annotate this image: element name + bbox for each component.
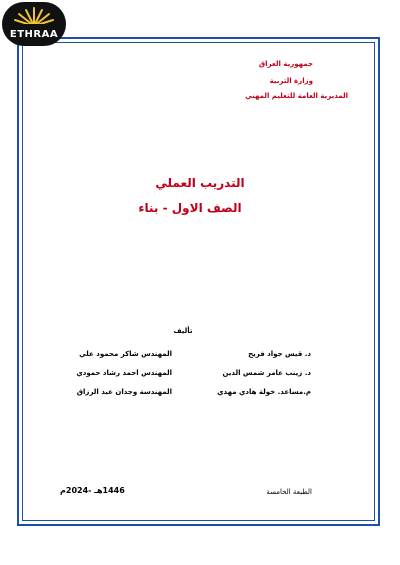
- author-name: المهندسة وجدان عبد الرزاق: [76, 388, 172, 396]
- author-name: المهندس شاكر محمود علي: [79, 350, 172, 358]
- document-subtitle: الصف الاول - بناء: [138, 201, 242, 215]
- publication-year: 1446هـ -2024م: [60, 486, 125, 495]
- logo-text: ETHRAA: [9, 29, 59, 40]
- ethraa-logo: [2, 2, 66, 46]
- header-directorate: المديرية العامة للتعليم المهني: [245, 92, 348, 100]
- author-name: د. قيس جواد فريح: [248, 350, 311, 358]
- header-country: جمهورية العراق: [258, 60, 313, 68]
- author-name: د. زينب عامر شمس الدين: [222, 369, 311, 377]
- author-name: م.مساعد. خولة هادي مهدي: [217, 388, 311, 396]
- edition-label: الطبعة الخامسة: [266, 488, 312, 496]
- page-border-inner: [22, 42, 375, 521]
- author-name: المهندس احمد رشاد حمودي: [76, 369, 172, 377]
- authors-label: تأليف: [173, 327, 193, 335]
- document-title: التدريب العملي: [155, 176, 245, 190]
- header-ministry: وزارة التربية: [269, 77, 313, 85]
